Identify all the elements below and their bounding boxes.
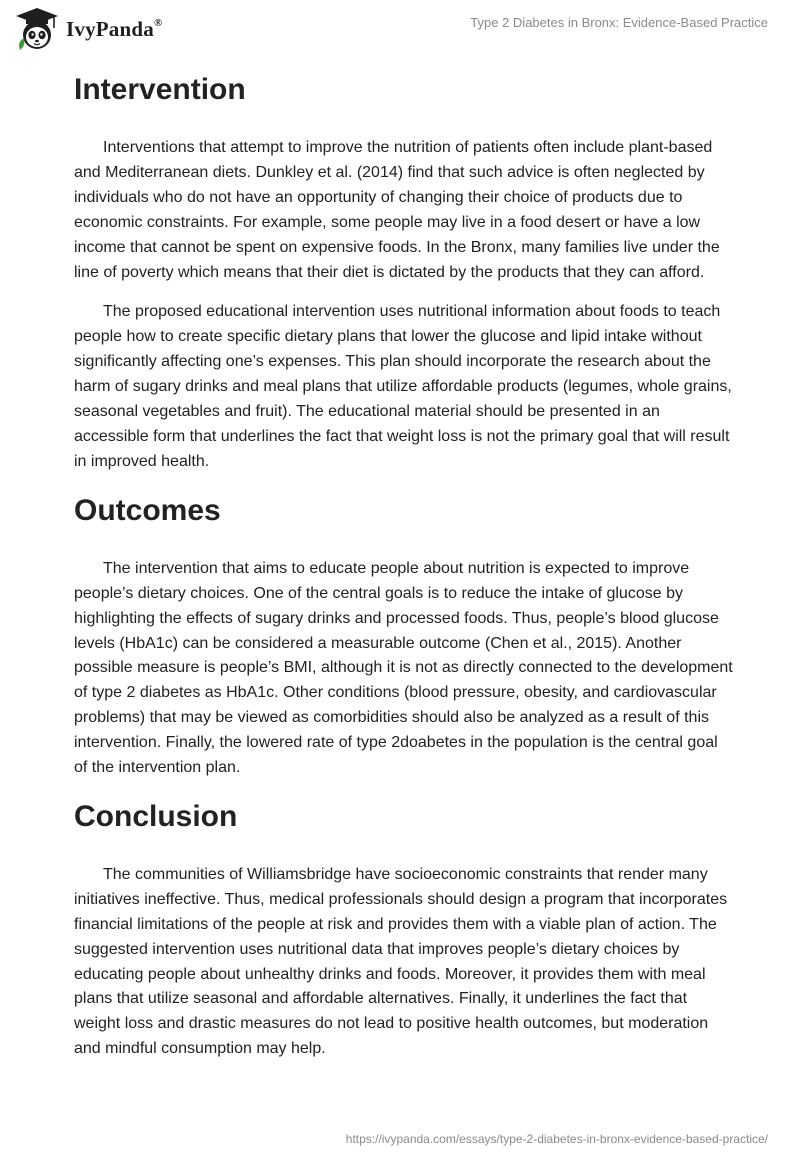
paragraph-intervention-2: The proposed educational intervention uses nutritional information about foods to teach people how to create specific dietary plans that lower the glucose and lipid intake without significantly affecting one’s expenses. This plan should incorporate the research about the harm of sugary drinks and meal plans that utilize affordable products (legumes, whole grains, seasonal vegetables and fruit). The educational material should be presented in an accessible form that underlines the fact that weight loss is not the primary goal that will result in improved health. <box>74 303 732 470</box>
source-url[interactable]: https://ivypanda.com/essays/type-2-diabetes-in-bronx-evidence-based-practice/ <box>345 1132 768 1146</box>
heading-intervention: Intervention <box>74 73 246 106</box>
document-title: Type 2 Diabetes in Bronx: Evidence-Based Practice <box>470 15 768 30</box>
paragraph-intervention-1: Interventions that attempt to improve the nutrition of patients often include plant-based and Mediterranean diets. Dunkley et al. (2014) find that such advice is often neglected by individuals who do not have an opportunity of changing their choice of products due to economic constraints. For example, some people may live in a food desert or have a low income that cannot be spent on expensive foods. In the Bronx, many families live under the line of poverty which means that their diet is dictated by the products that they can afford. <box>74 139 720 281</box>
panda-graduate-icon <box>14 6 60 52</box>
paragraph-conclusion-1: The communities of Williamsbridge have socioeconomic constraints that render many initiatives ineffective. Thus, medical professionals should design a program that incorporates financial limitations of the people at risk and provides them with a viable plan of action. The suggested intervention uses nutritional data that improves people’s dietary choices by educating people about unhealthy drinks and foods. Moreover, it provides them with meal plans that utilize seasonal and affordable alternatives. Finally, it underlines the fact that weight loss and drastic measures do not lead to positive health outcomes, but moderation and mindful consumption may help. <box>74 865 728 1058</box>
paragraph-outcomes-1: The intervention that aims to educate people about nutrition is expected to improve people’s dietary choices. One of the central goals is to reduce the intake of glucose by highlighting the effects of sugary drinks and processed foods. Thus, people’s blood glucose levels (HbA1c) can be considered a measurable outcome (Chen et al., 2015). Another possible measure is people’s BMI, although it is not as directly connected to the development of type 2 diabetes as HbA1c. Other conditions (blood pressure, obesity, and cardiovascular problems) that may be viewed as comorbidities should also be analyzed as a result of this intervention. Finally, the lowered rate of type 2doabetes in the population is the central goal of the intervention plan. <box>74 559 733 777</box>
brand-logo[interactable] <box>14 6 162 52</box>
heading-outcomes: Outcomes <box>74 493 221 527</box>
page-header <box>0 0 800 60</box>
essay-content <box>74 70 734 1062</box>
brand-name: IvyPanda® <box>66 16 163 41</box>
heading-conclusion: Conclusion <box>74 799 238 833</box>
